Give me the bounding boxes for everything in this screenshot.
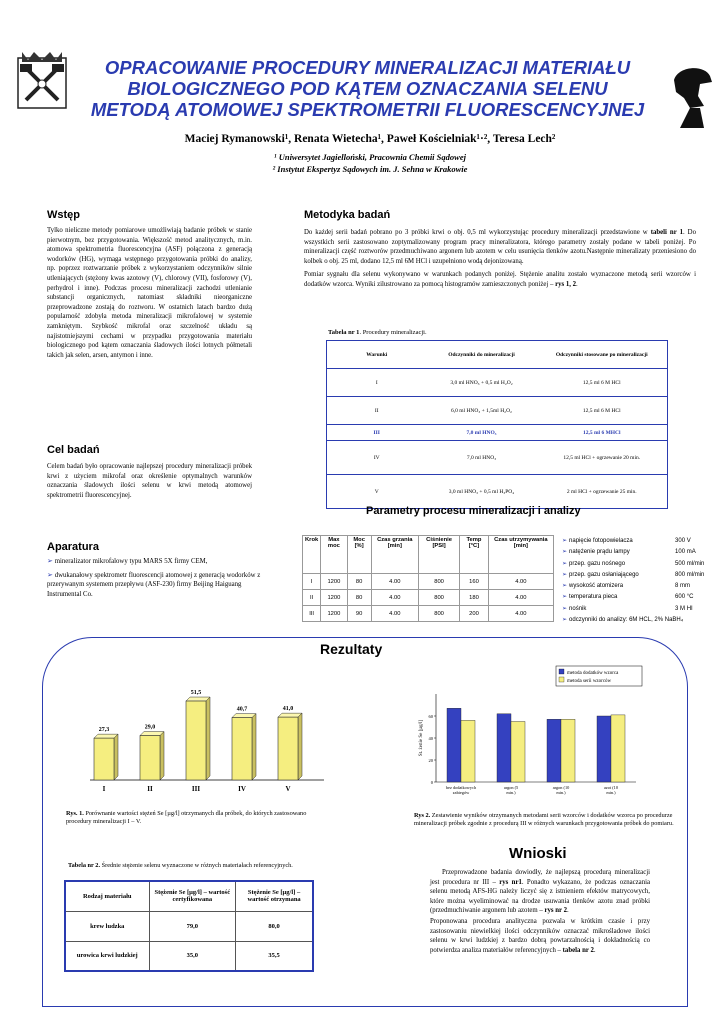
bar-side: [114, 734, 118, 780]
x-tick-label: min.): [556, 790, 566, 795]
methods-heading: Metodyka badań: [304, 209, 391, 221]
table-row: IV 7,0 ml HNO₃ 12,5 ml HCl + ogrzewanie 20 min.: [327, 441, 668, 475]
data-label: 41,0: [282, 706, 294, 713]
data-label: 27,3: [98, 727, 110, 734]
bar: [140, 736, 160, 780]
bar-side: [298, 713, 302, 780]
apparatus-heading: Aparatura: [47, 541, 99, 553]
arrow-bullet-icon: ➢: [562, 594, 568, 601]
x-tick-label: azot (10: [604, 785, 618, 790]
chart-fig2: [410, 664, 650, 804]
arrow-bullet-icon: ➢: [562, 617, 568, 624]
bar: [611, 715, 625, 782]
conclusions-heading: Wnioski: [509, 845, 567, 862]
table2-caption: Tabela nr 2. Średnie stężenie selenu wyznaczone w różnych materiałach referencyjnych.: [68, 862, 293, 869]
arrow-bullet-icon: ➢: [562, 571, 568, 578]
y-tick-label: 20: [428, 758, 433, 763]
apparatus-item: ➢ mineralizator mikrofalowy typu MARS 5X firmy CEM,: [47, 558, 208, 565]
condition-item: ➢ przep. gazu nośnego 500 ml/min: [562, 559, 712, 570]
apparatus-list: [47, 557, 262, 599]
intro-heading: Wstęp: [47, 209, 80, 221]
bar: [94, 738, 114, 780]
tick-label: IV: [238, 785, 246, 793]
condition-item: ➢ temperatura pieca 600 °C: [562, 592, 712, 603]
arrow-bullet-icon: ➢: [47, 571, 53, 579]
y-tick-label: 60: [428, 714, 433, 719]
legend-label: metoda dodatków wzorca: [567, 671, 619, 676]
table-row-highlighted: III 7,0 ml HNO₃ 12,5 ml 6 MHCl: [327, 425, 668, 441]
y-tick-label: 40: [428, 736, 433, 741]
affiliation-1: ¹ Uniwersytet Jagielloński, Pracownia Chemii Sądowej: [274, 152, 466, 162]
condition-item: ➢ nośnik 3 M HI: [562, 604, 712, 615]
detective-logo: [670, 62, 714, 132]
legend-swatch: [559, 677, 564, 682]
bar-side: [252, 714, 256, 780]
arrow-bullet-icon: ➢: [562, 605, 568, 612]
conclusions-paragraph-2: Proponowana procedura analityczna pozwala w krótkim czasie i przy zastosowaniu niewielkiej ilości odczynników oznaczać mikrośladowe ilości selenu w krwi ludzkiej z bardzo dobrą powtarzalnością i dokładnością co potwierdza analiza materiałów referencyjnych – tabela nr 2.: [430, 917, 650, 954]
arrow-bullet-icon: ➢: [562, 549, 568, 556]
x-tick-label: argon (5: [503, 785, 519, 790]
bar: [511, 722, 525, 783]
arrow-bullet-icon: ➢: [47, 558, 53, 565]
tick-label: II: [147, 785, 153, 793]
x-tick-label: zabiegów: [452, 790, 470, 795]
arrow-bullet-icon: ➢: [562, 583, 568, 590]
table-row: urowica krwi ludzkiej 35,0 35,5: [65, 941, 313, 971]
bar: [561, 719, 575, 782]
table1-header: Odczynniki do mineralizacji: [427, 341, 537, 369]
legend-label: metoda serii wzorców: [567, 679, 612, 684]
bar: [547, 719, 561, 782]
table-row: II 1200 80 4.00 800 180 4.00: [303, 590, 554, 606]
university-crest-logo: [14, 46, 70, 110]
bar-side: [160, 732, 164, 780]
data-label: 51,5: [190, 690, 202, 697]
condition-item: ➢ natężenie prądu lampy 100 mA: [562, 547, 712, 558]
tick-label: V: [285, 785, 291, 793]
x-tick-label: bez dodatkowych: [445, 785, 477, 790]
methods-text: [304, 228, 696, 290]
bar: [497, 714, 511, 782]
data-label: 29,0: [144, 724, 156, 731]
bar: [597, 716, 611, 782]
x-tick-label: argon (10: [552, 785, 570, 790]
table-mineralization-procedures: [326, 340, 668, 509]
goal-heading: Cel badań: [47, 444, 100, 456]
condition-item: ➢ napięcie fotopowielacza 300 V: [562, 536, 712, 547]
table-row: II 6,0 ml HNO₃ + 1,5ml H₂O₂ 12,5 ml 6 M HCl: [327, 397, 668, 425]
table1-header: Warunki: [327, 341, 427, 369]
measurement-conditions: [562, 536, 712, 626]
results-heading: Rezultaty: [320, 641, 383, 657]
table-row: I 1200 80 4.00 800 160 4.00: [303, 574, 554, 590]
table1-header: Odczynniki stosowane po mineralizacji: [537, 341, 668, 369]
y-tick-label: 0: [430, 780, 433, 785]
table-row: V 3,0 ml HNO₃ + 0,5 ml H₃PO₄ 2 ml HCl + ogrzewanie 25 min.: [327, 475, 668, 509]
apparatus-item: ➢ dwukanałowy spektrometr fluorescencji atomowej z generacją wodorków z przerywanym systemem przepływu (ASF-230) firmy Beijing Haiguang Instrumental Co.: [47, 571, 261, 598]
tick-label: III: [191, 785, 201, 793]
methods-paragraph-1: Do każdej serii badań pobrano po 3 próbki krwi o obj. 0,5 ml wykorzystując procedury mineralizacji przedstawione w tabeli nr 1. Do wszystkich serii zastosowano zoptymalizowany program pracy mineralizatora, którego parametry zostały podane w tabeli poniżej. Po mineralizacji część roztworów przedmuchiwano argonem lub azotem w celu usunięcia tlenków azotu.Następnie mineralizaty przeniesiono do kolbek o obj. 25 ml, dodano 12,5 ml 6M HCl i uzupełniono wodą dejonizowaną.: [304, 229, 696, 265]
arrow-bullet-icon: ➢: [562, 560, 568, 567]
table-row: III 1200 90 4.00 800 200 4.00: [303, 606, 554, 622]
bar: [447, 708, 461, 782]
bar-side: [206, 697, 210, 780]
table-row: krew ludzka 79,0 80,0: [65, 911, 313, 941]
bar: [461, 720, 475, 782]
params-heading: Parametry procesu mineralizacji i analizy: [366, 505, 581, 517]
data-label: 40,7: [236, 706, 248, 713]
table-reference-materials: Rodzaj materiału Stężenie Se [µg/l] – wartość certyfikowana Stężenie Se [µg/l] – wartość otrzymana krew ludzka 79,0 80,0 urowica krwi ludzkiej 35,0 35,5: [64, 880, 314, 972]
tick-label: I: [102, 785, 106, 793]
bar: [186, 701, 206, 780]
condition-item: ➢ przep. gazu osłaniającego 800 ml/min: [562, 570, 712, 581]
bar: [278, 717, 298, 780]
table-microwave-params: Krok Max moc Moc [%] Czas grzania [min] Ciśnienie [PSI] Temp [°C] Czas utrzymywania [min] I 1200 80 4.00 800 160 4.00 II 1200 80 4.00 800 180 4.00 III 1200 90 4.00 800 200 4.00: [302, 535, 554, 622]
condition-item: ➢ odczynniki do analizy: 6M HCL, 2% NaBH₄: [562, 615, 712, 626]
x-tick-label: min.): [506, 790, 516, 795]
methods-paragraph-2: Pomiar sygnału dla selenu wykonywano w warunkach podanych poniżej. Stężenie analitu zostało wyznaczone metodą serii wzorców i dodatków wzorca. Wyniki zilustrowano za pomocą histogramów zamieszczonych poniżej – rys 1, 2.: [304, 271, 696, 288]
intro-text: Tylko nieliczne metody pomiarowe umożliwiają badanie próbek w stanie pierwotnym, bez przygotowania. Większość metod analitycznych, m.in. atomowa spektrometria fluorescencyjna (ASF) połączona z generacją wodorków (HG), wymaga wstępnego przygotowania próbki do analizy, np. poprzez roztwarzanie próbek z wykorzystaniem odczynników silnie utleniających (stężony kwas azotowy (V), chlorowy (VII), fosforowy (V), perhydrol i inne). Podczas procesu mineralizacji zachodzi utlenianie substancji organicznych, natomiast składniki nieorganiczne przeprowadzone zostają do roztworu. W ostatnich latach bardzo dużą popularność zdobyła metoda mineralizacji mikrofalowej w systemie zamkniętym. Szybkość mikrofal oraz szczelność układu są najistotniejszymi cechami w przypadku przygotowania materiału biologicznego pod kątem oznaczania śladowych ilości lotnych półmetali takich jak selen, arsen, antymon i inne.: [47, 227, 252, 359]
x-tick-label: min.): [606, 790, 616, 795]
fig2-caption: Rys 2. Zestawienie wyników otrzymanych metodami serii wzorców i dodatków wzorca po procedurze mineralizacji próbek zgodnie z procedurą III w różnych warunkach przygotowania próbek do pomiaru.: [414, 812, 674, 827]
poster-title: OPRACOWANIE PROCEDURY MINERALIZACJI MATERIAŁU BIOLOGICZNEGO POD KĄTEM OZNACZANIA SELENU METODĄ ATOMOWEJ SPEKTROMETRII FLUORESCENCYJNEJ: [90, 57, 645, 120]
condition-item: ➢ wysokość atomizera 8 mm: [562, 581, 712, 592]
conclusions-paragraph-1: Przeprowadzone badania dowiodły, że najlepszą procedurą mineralizacji jest procedura nr III – rys nr1. Ponadto wykazano, że podczas oznaczania selenu metodą AFS-HG należy liczyć się z istnieniem efektów matrycowych, które można wyeliminować na drodze usuwania tlenków azotu znad próbki (przedmuchiwanie argonem lub azotem – rys nr 2.: [430, 869, 650, 915]
y-axis-label: St. żenie Se [µg/l]: [419, 719, 424, 757]
chart-fig1: [80, 680, 330, 800]
bar: [232, 718, 252, 780]
arrow-bullet-icon: ➢: [562, 538, 568, 544]
affiliations: [100, 151, 640, 175]
table1-caption: Tabela nr 1. Procedury mineralizacji.: [328, 329, 427, 336]
affiliation-2: ² Instytut Ekspertyz Sądowych im. J. Sehna w Krakowie: [272, 164, 468, 174]
goal-text: Celem badań było opracowanie najlepszej procedury mineralizacji próbek krwi z użyciem mikrofal oraz określenie optymalnych warunków oznaczania śladowych ilości selenu w krwi metodą atomowej spektrometrii fluorescencyjnej.: [47, 463, 252, 499]
table-row: I 3,0 ml HNO₃ + 0,5 ml H₂O₂ 12,5 ml 6 M HCl: [327, 369, 668, 397]
fig1-caption: Rys. 1. Porównanie wartości stężeń Se [µg/l] otrzymanych dla próbek, do których zastosowano procedury mineralizacji I – V.: [66, 810, 307, 825]
authors: Maciej Rymanowski¹, Renata Wietecha¹, Paweł Kościelniak¹·², Teresa Lech²: [184, 133, 556, 145]
conclusions-text: [430, 868, 650, 955]
legend-swatch: [559, 669, 564, 674]
